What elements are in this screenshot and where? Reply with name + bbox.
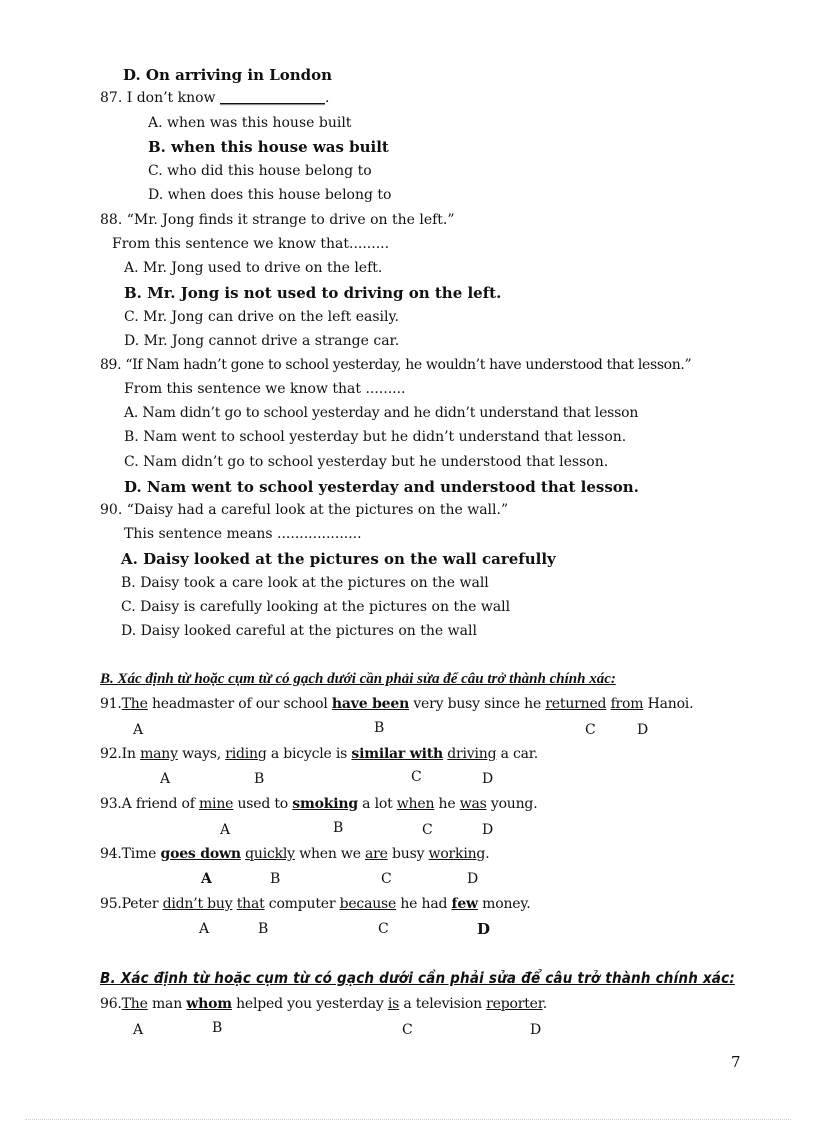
q91-underlined-b: have been: [331, 696, 410, 712]
letter-c: C: [585, 722, 596, 738]
q90-option-a: A. Daisy looked at the pictures on the wall carefully: [121, 550, 556, 568]
q94-underlined-c: are: [365, 846, 388, 862]
letter-a: A: [133, 1022, 144, 1038]
q88-option-b: B. Mr. Jong is not used to driving on the left.: [124, 284, 502, 302]
letter-b: B: [270, 871, 281, 887]
letter-b: B: [258, 921, 269, 937]
q90-option-b: B. Daisy took a care look at the pictures on the wall: [121, 575, 489, 591]
q93-underlined-b: smoking: [292, 796, 358, 812]
q91-number: 91.: [100, 696, 122, 712]
q96-underlined-a: The: [121, 996, 148, 1012]
letter-a: A: [201, 871, 212, 887]
q87-stem-text: 87. I don’t know: [100, 90, 216, 106]
q96-text: a television: [399, 996, 487, 1012]
q94-text: when we: [294, 846, 366, 862]
q92-sentence: [100, 746, 538, 762]
letter-b: B: [374, 720, 385, 736]
letter-a: A: [133, 722, 144, 738]
q90-lead: This sentence means ...................: [124, 526, 362, 542]
letter-d: D: [467, 871, 479, 887]
q93-text: used to: [233, 796, 293, 812]
q91-sentence: [100, 696, 693, 712]
q94-text: .: [485, 846, 490, 862]
q89-option-a: A. Nam didn’t go to school yesterday and he didn’t understand that lesson: [124, 405, 639, 421]
section-b-heading: B. Xác định từ hoặc cụm từ có gạch dưới cần phải sửa để câu trở thành chính xác:: [100, 671, 616, 687]
q94-underlined-a: goes down: [160, 846, 241, 862]
letter-a: A: [160, 771, 171, 787]
letter-a: A: [199, 921, 210, 937]
q96-sentence: [100, 996, 547, 1012]
q96-text: .: [542, 996, 547, 1012]
q91-underlined-a: The: [121, 696, 148, 712]
q94-number: 94.: [100, 846, 122, 862]
section-b2-heading: B. Xác định từ hoặc cụm từ có gạch dưới cần phải sửa để câu trở thành chính xác:: [100, 969, 735, 987]
q89-option-c: C. Nam didn’t go to school yesterday but he understood that lesson.: [124, 454, 609, 470]
letter-c: C: [422, 822, 433, 838]
q88-stem: 88. “Mr. Jong finds it strange to drive on the left.”: [100, 212, 455, 228]
q89-stem: 89. “If Nam hadn’t gone to school yesterday, he wouldn’t have understood that lesson.”: [100, 357, 692, 373]
q93-text: he: [434, 796, 460, 812]
q92-underlined-a: many: [140, 746, 178, 762]
letter-c: C: [381, 871, 392, 887]
q96-underlined-c: is: [387, 996, 400, 1012]
page-bottom-divider: [25, 1119, 791, 1120]
q93-text: a lot: [357, 796, 397, 812]
q93-sentence: [100, 796, 537, 812]
q92-text: ways,: [177, 746, 226, 762]
q94-underlined-d: working: [428, 846, 486, 862]
q95-sentence: [100, 896, 530, 912]
q91-underlined-d: from: [610, 696, 644, 712]
q91-text: Hanoi.: [643, 696, 694, 712]
q87-blank: _______________: [220, 90, 325, 106]
letter-d: D: [482, 771, 494, 787]
q95-number: 95.: [100, 896, 122, 912]
q88-lead: From this sentence we know that.........: [112, 236, 390, 252]
page-number: 7: [731, 1053, 741, 1071]
q93-number: 93.: [100, 796, 122, 812]
q93-underlined-a: mine: [198, 796, 234, 812]
q90-option-d: D. Daisy looked careful at the pictures on the wall: [121, 623, 477, 639]
q88-option-d: D. Mr. Jong cannot drive a strange car.: [124, 333, 400, 349]
q93-text: young.: [486, 796, 538, 812]
letter-b: B: [212, 1020, 223, 1036]
q94-text: busy: [387, 846, 429, 862]
q87-option-c: C. who did this house belong to: [148, 163, 372, 179]
q95-text: money.: [477, 896, 531, 912]
q88-option-c: C. Mr. Jong can drive on the left easily.: [124, 309, 399, 325]
q87-stem: [100, 90, 329, 106]
letter-b: B: [254, 771, 265, 787]
letter-d: D: [637, 722, 649, 738]
q92-text: a bicycle is: [266, 746, 352, 762]
q94-text: Time: [121, 846, 161, 862]
q92-underlined-c: similar with: [351, 746, 443, 762]
q95-text: Peter: [121, 896, 163, 912]
letter-b: B: [333, 820, 344, 836]
letter-a: A: [220, 822, 231, 838]
q87-option-b: B. when this house was built: [148, 138, 389, 156]
q94-sentence: [100, 846, 489, 862]
letter-d: D: [482, 822, 494, 838]
q96-text: helped you yesterday: [231, 996, 388, 1012]
q96-number: 96.: [100, 996, 122, 1012]
q88-option-a: A. Mr. Jong used to drive on the left.: [124, 260, 383, 276]
q90-stem: 90. “Daisy had a careful look at the pictures on the wall.”: [100, 502, 509, 518]
q91-text: headmaster of our school: [147, 696, 332, 712]
q95-underlined-c: because: [339, 896, 397, 912]
q87-stem-end: .: [325, 90, 330, 106]
q96-text: man: [147, 996, 187, 1012]
q95-text: he had: [396, 896, 452, 912]
q89-option-d: D. Nam went to school yesterday and understood that lesson.: [124, 478, 639, 496]
q92-text: a car.: [496, 746, 539, 762]
q96-underlined-d: reporter: [486, 996, 543, 1012]
q89-lead: From this sentence we know that .........: [124, 381, 406, 397]
q87-option-a: A. when was this house built: [148, 115, 352, 131]
q90-option-c: C. Daisy is carefully looking at the pictures on the wall: [121, 599, 511, 615]
q89-option-b: B. Nam went to school yesterday but he didn’t understand that lesson.: [124, 429, 627, 445]
letter-d: D: [477, 920, 491, 938]
letter-d: D: [530, 1022, 542, 1038]
q87-option-d: D. when does this house belong to: [148, 187, 392, 203]
q91-underlined-c: returned: [545, 696, 607, 712]
letter-c: C: [411, 769, 422, 785]
q92-underlined-b: riding: [225, 746, 267, 762]
letter-c: C: [378, 921, 389, 937]
q95-underlined-b: that: [236, 896, 265, 912]
q93-text: A friend of: [121, 796, 199, 812]
q95-underlined-d: few: [451, 896, 478, 912]
q95-underlined-a: didn’t buy: [162, 896, 233, 912]
q86-option-d: D. On arriving in London: [123, 66, 333, 84]
q94-underlined-b: quickly: [245, 846, 295, 862]
q92-number: 92.: [100, 746, 122, 762]
q96-underlined-b: whom: [186, 996, 232, 1012]
q92-underlined-d: driving: [447, 746, 497, 762]
letter-c: C: [402, 1022, 413, 1038]
q91-text: very busy since he: [409, 696, 546, 712]
q92-text: In: [121, 746, 141, 762]
q95-text: computer: [264, 896, 340, 912]
q93-underlined-d: was: [459, 796, 487, 812]
q93-underlined-c: when: [396, 796, 435, 812]
